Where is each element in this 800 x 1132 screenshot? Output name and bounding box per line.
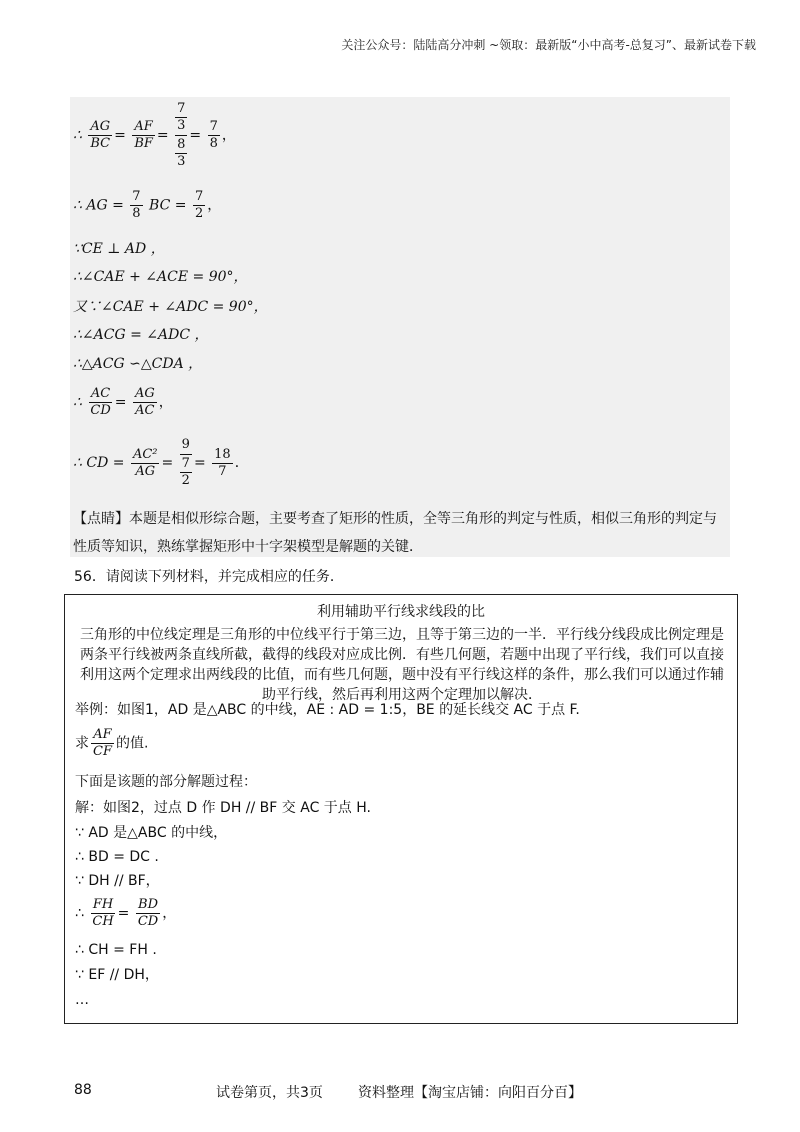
footer-page-info: 试卷第页，共3页 (216, 1085, 323, 1101)
eq-line-8: ∴ $\frac{AC}{CD}$ = $\frac{AG}{AC}$ ， (73, 386, 173, 418)
step-6: ∴ CH = FH . (75, 942, 157, 958)
eq-line-2: ∴ AG = $\frac{7}{8}$ BC = $\frac{7}{2}$ ， (73, 189, 222, 221)
page-number: 88 (74, 1082, 92, 1098)
eq-line-3: ∵CE ⊥ AD ， (73, 241, 165, 257)
eq-line-6: ∴∠ACG = ∠ADC ， (73, 327, 209, 343)
example-line: 举例：如图1，AD 是△ABC 的中线，AE : AD = 1:5，BE 的延长线交 AC 于点 F. (75, 702, 580, 718)
eq-line-5: 又∵∠CAE + ∠ADC = 90°， (73, 299, 268, 315)
key-point-line-1: 【点睛】本题是相似形综合题，主要考查了矩形的性质，全等三角形的判定与性质，相似三角形的判定与 (73, 511, 717, 527)
step-3: ∴ BD = DC . (75, 849, 159, 865)
material-title: 利用辅助平行线求线段的比 (317, 604, 485, 620)
question-56: 56．请阅读下列材料，并完成相应的任务． (74, 569, 344, 585)
step-5: ∴ $\frac{FH}{CH}$ = $\frac{BD}{CD}$ ， (75, 897, 177, 929)
eq-line-4: ∴∠CAE + ∠ACE = 90°， (73, 269, 248, 285)
material-box (64, 594, 738, 1024)
page-header: 关注公众号：陆陆高分冲刺 ~领取：最新版“小中高考-总复习”、最新试卷下载 (341, 38, 756, 52)
step-8: … (75, 992, 89, 1008)
step-1: 解：如图2，过点 D 作 DH // BF 交 AC 于点 H. (75, 800, 371, 816)
eq-line-1: ∴ $\frac{AG}{BC}$ = $\frac{AF}{BF}$ = 7 3 8 3 = $\frac{7}{8}$ ， (73, 101, 236, 169)
material-paragraph: 三角形的中位线定理是三角形的中位线平行于第三边，且等于第三边的一半．平行线分线段成比例定理是两条平行线被两条直线所截，截得的线段对应成比例．有些几何题，若题中出现了平行线，我们可以直接利用这两个定理求出两线段的比值，而有些几何题，题中没有平行线这样的条件，那么我们可以通过作辅助平行线，然后再利用这两个定理加以解决． (80, 627, 724, 703)
step-2: ∵ AD 是△ABC 的中线， (75, 825, 228, 841)
solution-panel (70, 97, 730, 557)
key-point-line-2: 性质等知识，熟练掌握矩形中十字架模型是解题的关键． (73, 539, 423, 555)
eq-line-7: ∴△ACG ∽△CDA ， (73, 356, 203, 372)
step-7: ∵ EF // DH， (75, 967, 159, 983)
footer-source: 资料整理【淘宝店铺：向阳百分百】 (358, 1085, 582, 1101)
intro-line: 下面是该题的部分解题过程： (75, 774, 257, 790)
ask-line: 求 $\frac{AF}{CF}$ 的值. (75, 727, 149, 759)
eq-line-9: ∴ CD = $\frac{\text{AC²}}{AG}$ = 9 7 2 = $\frac{18}{7}$ ． (73, 437, 249, 488)
step-4: ∵ DH // BF， (75, 873, 160, 889)
